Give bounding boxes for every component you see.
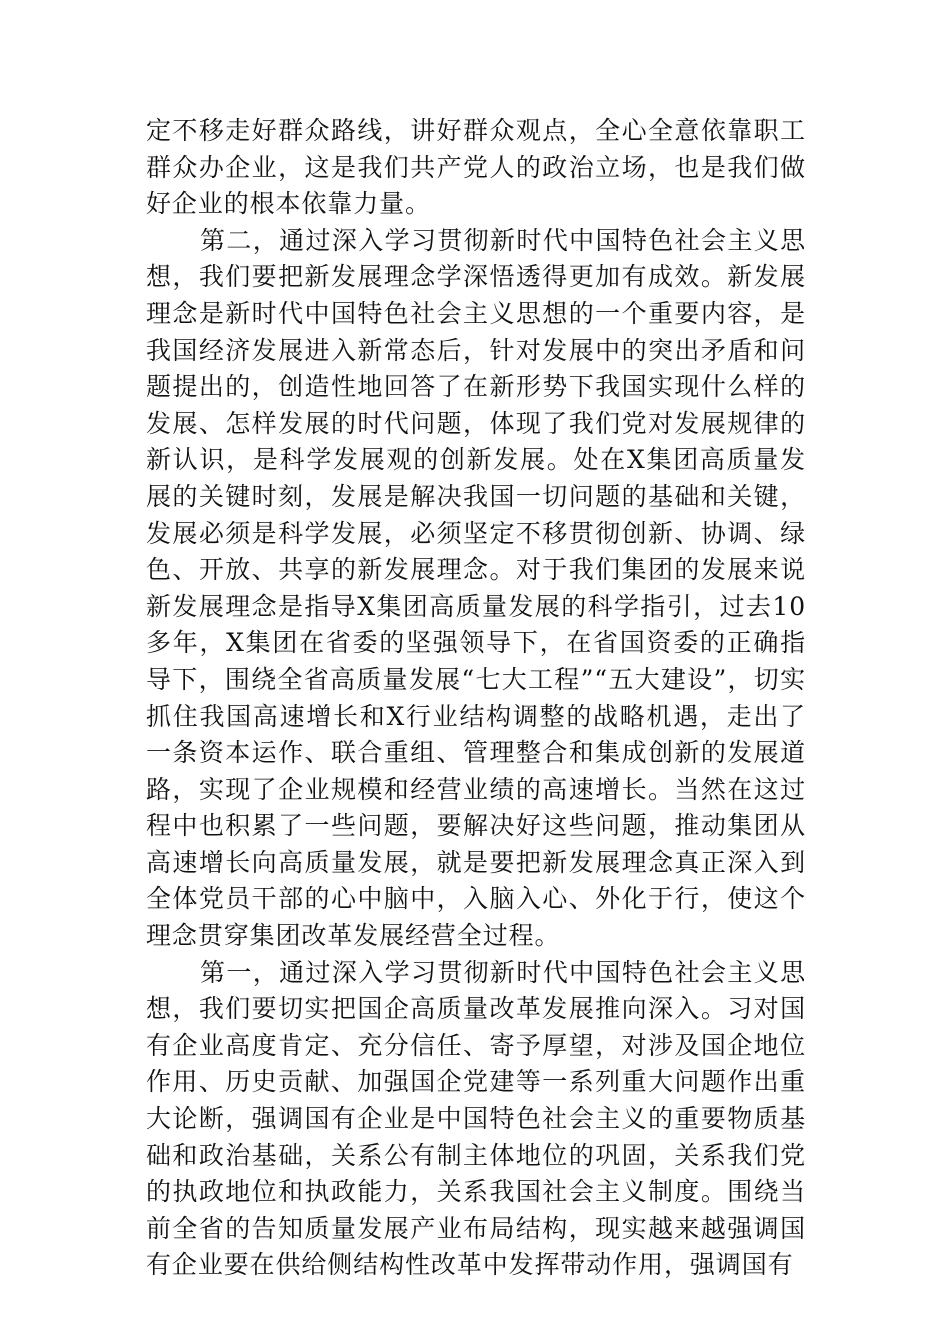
paragraph-second-point: 第二，通过深入学习贯彻新时代中国特色社会主义思想，我们要把新发展理念学深悟透得更加有成效。新发展理念是新时代中国特色社会主义思想的一个重要内容，是我国经济发展进入新常态后，针对发展中的突出矛盾和问题提出的，创造性地回答了在新形势下我国实现什么样的发展、怎样发展的时代问题，体现了我们党对发展规律的新认识，是科学发展观的创新发展。处在X集团高质量发展的关键时刻，发展是解决我国一切问题的基础和关键，发展必须是科学发展，必须坚定不移贯彻创新、协调、绿色、开放、共享的新发展理念。对于我们集团的发展来说新发展理念是指导X集团高质量发展的科学指引，过去10多年，X集团在省委的坚强领导下，在省国资委的正确指导下，围绕全省高质量发展“七大工程”“五大建设”，切实抓住我国高速增长和X行业结构调整的战略机遇，走出了一条资本运作、联合重组、管理整合和集成创新的发展道路，实现了企业规模和经营业绩的高速增长。当然在这过程中也积累了一些问题，要解决好这些问题，推动集团从高速增长向高质量发展，就是要把新发展理念真正深入到全体党员干部的心中脑中，入脑入心、外化于行，使这个理念贯穿集团改革发展经营全过程。	[146, 225, 806, 951]
document-body	[146, 113, 806, 1284]
paragraph-first-point: 第一，通过深入学习贯彻新时代中国特色社会主义思想，我们要切实把国企高质量改革发展推向深入。习对国有企业高度肯定、充分信任、寄予厚望，对涉及国企地位作用、历史贡献、加强国企党建等一系列重大问题作出重大论断，强调国有企业是中国特色社会主义的重要物质基础和政治基础，关系公有制主体地位的巩固，关系我们党的执政地位和执政能力，关系我国社会主义制度。围绕当前全省的告知质量发展产业布局结构，现实越来越强调国有企业要在供给侧结构性改革中发挥带动作用，强调国有	[146, 957, 806, 1280]
paragraph-continuation: 定不移走好群众路线，讲好群众观点，全心全意依靠职工群众办企业，这是我们共产党人的政治立场，也是我们做好企业的根本依靠力量。	[146, 116, 806, 219]
